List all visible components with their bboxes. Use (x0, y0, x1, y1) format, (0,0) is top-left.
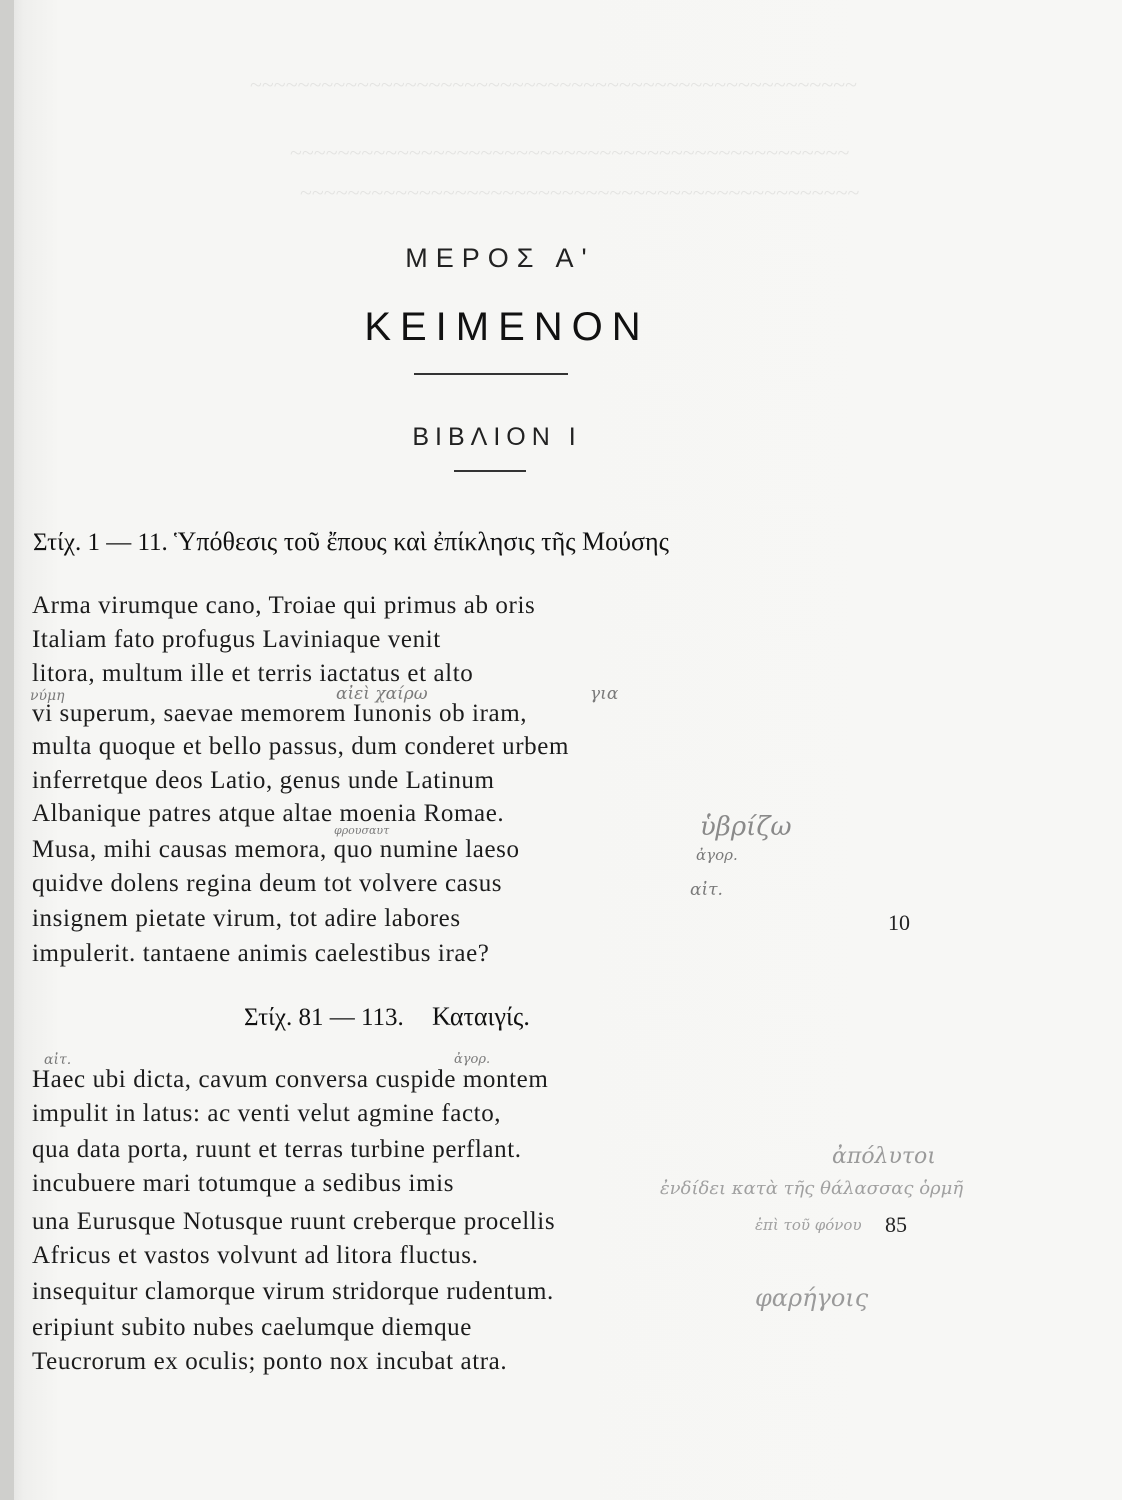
verse-line: litora, multum ille et terris iactatus et alto (32, 660, 474, 687)
handwritten-annotation: αἰτ. (690, 880, 723, 900)
page-spine-shadow (0, 0, 14, 1500)
verse-line: incubuere mari totumque a sedibus imis (32, 1170, 455, 1197)
handwritten-annotation: αἰτ. (44, 1052, 72, 1068)
handwritten-annotation: αἰεὶ χαίρω (336, 684, 428, 704)
verse-line: insignem pietate virum, tot adire labores (32, 905, 461, 932)
show-through-text: ~~~~~~~~~~~~~~~~~~~~~~~~~~~~~~~~~~~~~~~~~~~~~~~~~~~ (250, 72, 858, 97)
verse-line: insequitur clamorque virum stridorque rudentum. (32, 1278, 554, 1305)
verse-line: Haec ubi dicta, cavum conversa cuspide montem (32, 1066, 549, 1093)
verse-line: impulerit. tantaene animis caelestibus irae? (32, 940, 490, 967)
section-heading (33, 527, 669, 557)
section-title: Ὑπόθεσις τοῦ ἔπους καὶ ἐπίκλησις τῆς Μούσης (174, 527, 669, 556)
title-divider (414, 373, 568, 375)
section-title: Καταιγίς. (432, 1002, 530, 1031)
show-through-text: ~~~~~~~~~~~~~~~~~~~~~~~~~~~~~~~~~~~~~~~~~~~~~~~ (300, 180, 860, 205)
page-title: ΚΕΙΜΕΝΟΝ (364, 305, 650, 349)
part-heading: ΜΕΡΟΣ Α' (405, 243, 595, 273)
section-verse-range: Στίχ. 1 — 11. (33, 529, 168, 556)
verse-line: Africus et vastos volvunt ad litora fluctus. (32, 1242, 479, 1269)
verse-line: Arma virumque cano, Troiae qui primus ab oris (32, 592, 536, 619)
verse-line: Musa, mihi causas memora, quo numine laeso (32, 836, 520, 863)
handwritten-annotation: ἀγορ. (696, 846, 738, 864)
handwritten-annotation: ἀπόλυτοι (832, 1144, 936, 1169)
handwritten-annotation: ὑβρίζω (700, 812, 792, 842)
section-heading (244, 1002, 530, 1032)
show-through-text: ~~~~~~~~~~~~~~~~~~~~~~~~~~~~~~~~~~~~~~~~~~~~~~~ (290, 140, 850, 165)
verse-line: Teucrorum ex oculis; ponto nox incubat atra. (32, 1348, 508, 1375)
book-heading: ΒΙΒΛΙΟΝ Ι (412, 423, 582, 451)
handwritten-annotation: ἐπὶ τοῦ φόνου (755, 1216, 862, 1234)
verse-line: una Eurusque Notusque ruunt creberque procellis (32, 1208, 556, 1235)
line-number: 85 (885, 1212, 907, 1237)
verse-line: eripiunt subito nubes caelumque diemque (32, 1314, 472, 1341)
verse-line: quidve dolens regina deum tot volvere casus (32, 870, 503, 897)
handwritten-annotation: φαρήγοις (755, 1284, 869, 1312)
handwritten-annotation: ἀγορ. (454, 1052, 491, 1067)
verse-line: Albanique patres atque altae moenia Romae. (32, 800, 505, 827)
verse-line: inferretque deos Latio, genus unde Latinum (32, 767, 495, 794)
handwritten-annotation: ἐνδίδει κατὰ τῆς θάλασσας ὁρμῆ (660, 1178, 964, 1199)
section-verse-range: Στίχ. 81 — 113. (244, 1004, 404, 1031)
line-number: 10 (888, 910, 910, 935)
book-divider (454, 470, 526, 472)
verse-line: multa quoque et bello passus, dum conderet urbem (32, 733, 570, 760)
verse-line: qua data porta, ruunt et terras turbine perflant. (32, 1136, 522, 1163)
verse-line: vi superum, saevae memorem Iunonis ob iram, (32, 700, 528, 727)
verse-line: impulit in latus: ac venti velut agmine facto, (32, 1100, 502, 1127)
handwritten-annotation: νύμη (30, 688, 65, 704)
handwritten-annotation: φρουσαυτ (334, 824, 390, 837)
verse-line: Italiam fato profugus Laviniaque venit (32, 626, 441, 653)
handwritten-annotation: για (590, 684, 619, 704)
